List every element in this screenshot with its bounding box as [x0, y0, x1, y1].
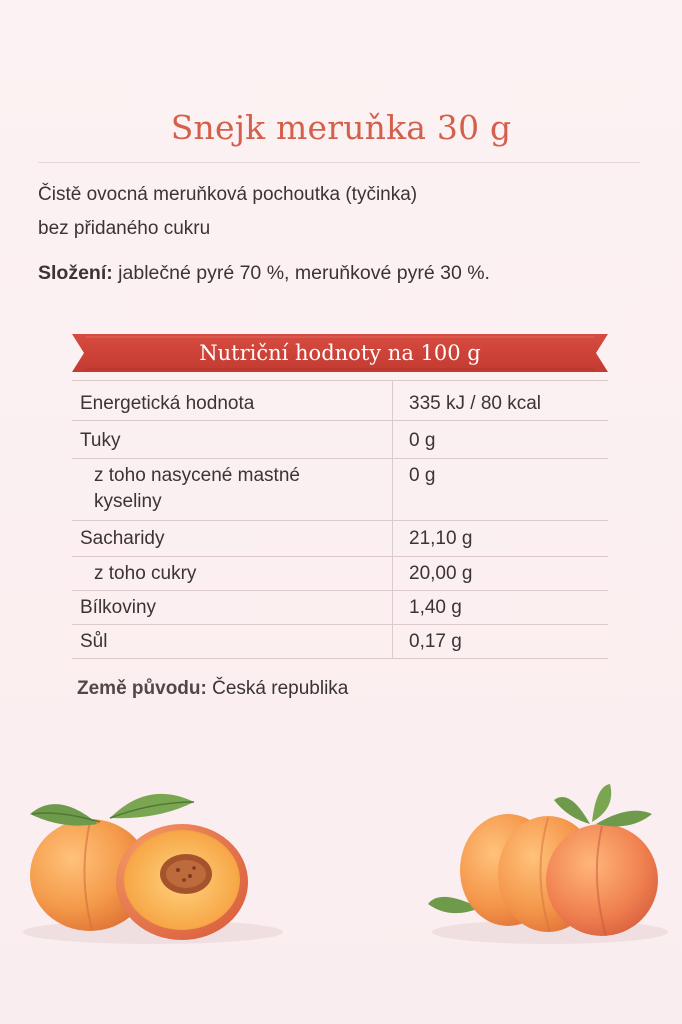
composition [38, 262, 648, 285]
table-row [72, 459, 608, 521]
row-value-saturated-fat: 0 g [393, 459, 609, 521]
nutrition-table [72, 380, 608, 659]
row-value-carbohydrates: 21,10 g [393, 521, 609, 557]
saturated-fat-line-1: z toho nasycené mastné [94, 465, 300, 486]
row-label-saturated-fat [72, 459, 393, 521]
product-description [38, 178, 638, 246]
row-label-sugars: z toho cukry [72, 557, 393, 591]
nutrition-banner [72, 334, 608, 372]
description-line-2: bez přidaného cukru [38, 218, 211, 239]
row-label-energy: Energetická hodnota [72, 381, 393, 421]
table-row [72, 557, 608, 591]
row-label-protein: Bílkoviny [72, 591, 393, 625]
composition-label: Složení: [38, 262, 113, 284]
table-row [72, 625, 608, 659]
apricot-halves-illustration [18, 780, 288, 955]
row-value-protein: 1,40 g [393, 591, 609, 625]
row-label-carbohydrates: Sacharidy [72, 521, 393, 557]
row-label-salt: Sůl [72, 625, 393, 659]
composition-value: jablečné pyré 70 %, meruňkové pyré 30 %. [112, 262, 490, 284]
row-value-salt: 0,17 g [393, 625, 609, 659]
whole-apricots-illustration [420, 778, 670, 955]
country-of-origin [77, 678, 348, 700]
row-label-fat: Tuky [72, 421, 393, 459]
origin-label: Země původu: [77, 678, 207, 699]
row-value-fat: 0 g [393, 421, 609, 459]
product-title: Snejk meruňka 30 g [170, 108, 512, 147]
table-row [72, 521, 608, 557]
row-value-sugars: 20,00 g [393, 557, 609, 591]
table-row [72, 381, 608, 421]
table-row [72, 421, 608, 459]
nutrition-heading: Nutriční hodnoty na 100 g [199, 341, 481, 365]
origin-value: Česká republika [206, 678, 349, 699]
title-divider [38, 162, 640, 163]
description-line-1: Čistě ovocná meruňková pochoutka (tyčinka) [38, 184, 418, 205]
table-row [72, 591, 608, 625]
row-value-energy: 335 kJ / 80 kcal [393, 381, 609, 421]
saturated-fat-line-2: kyseliny [94, 491, 162, 512]
